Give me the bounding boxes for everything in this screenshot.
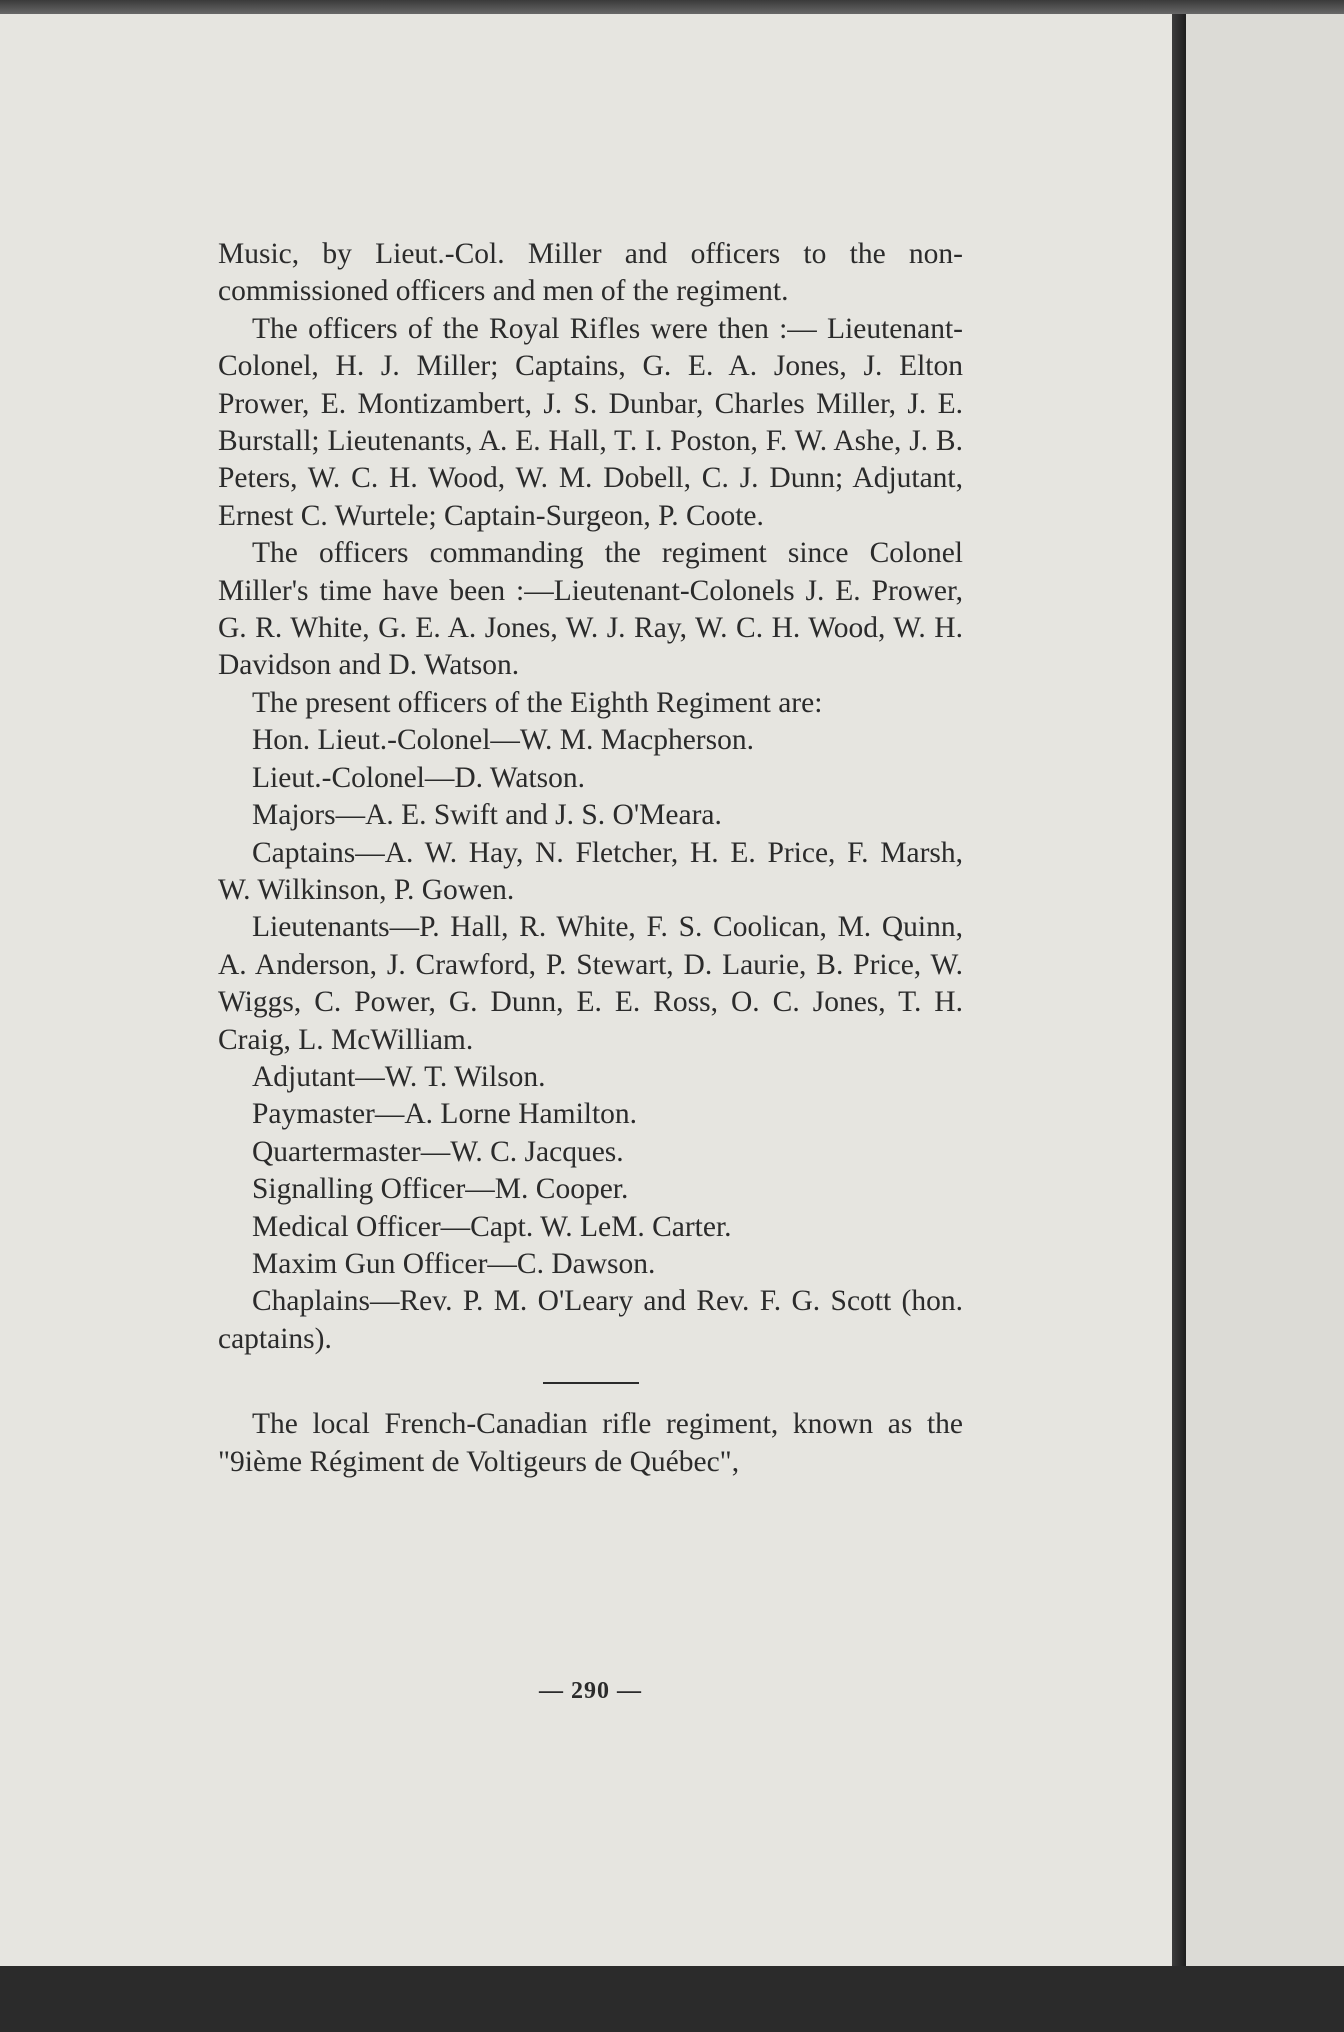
section-divider [543, 1382, 639, 1384]
officer-entry-signalling-officer: Signalling Officer—M. Cooper. [252, 1173, 629, 1206]
officer-entry-lieut-colonel: Lieut.-Colonel—D. Watson. [252, 761, 586, 794]
officer-entry-quartermaster: Quartermaster—W. C. Jacques. [252, 1135, 624, 1168]
paragraph-commanding-officers: The officers commanding the regiment since Colonel Miller's time have been :—Lieutenant-Colonels J. E. Prower, G. R. White, G. E. A. Jones, W. J. Ray, W. C. H. Wood, W. H. Davidson and D. Watson. [218, 537, 963, 682]
officer-entry-maxim-gun-officer: Maxim Gun Officer—C. Dawson. [252, 1247, 656, 1280]
officer-entry-majors: Majors—A. E. Swift and J. S. O'Meara. [252, 799, 722, 832]
scan-bottom-edge [0, 1966, 1344, 2032]
page-number: — 290 — [539, 1678, 642, 1704]
officer-list [218, 722, 963, 1358]
officer-entry-medical-officer: Medical Officer—Capt. W. LeM. Carter. [252, 1210, 732, 1243]
page-body [218, 236, 963, 1481]
paragraph-royal-rifles-officers: The officers of the Royal Rifles were then :— Lieutenant-Colonel, H. J. Miller; Captains, G. E. A. Jones, J. Elton Prower, E. Montizambert, J. S. Dunbar, Charles Miller, J. E. Burstall; Lieutenants, A. E. Hall, T. I. Poston, F. W. Ashe, J. B. Peters, W. C. H. Wood, W. M. Dobell, C. J. Dunn; Adjutant, Ernest C. Wurtele; Captain-Surgeon, P. Coote. [218, 312, 963, 532]
officer-entry-chaplains: Chaplains—Rev. P. M. O'Leary and Rev. F. G. Scott (hon. captains). [218, 1285, 963, 1355]
officer-entry-lieutenants: Lieutenants—P. Hall, R. White, F. S. Coolican, M. Quinn, A. Anderson, J. Crawford, P. Stewart, D. Laurie, B. Price, W. Wiggs, C. Power, G. Dunn, E. E. Ross, O. C. Jones, T. H. Craig, L. McWilliam. [218, 911, 963, 1056]
paragraph-music: Music, by Lieut.-Col. Miller and officers to the non-commissioned officers and men of the regiment. [218, 238, 963, 308]
officer-entry-captains: Captains—A. W. Hay, N. Fletcher, H. E. Price, F. Marsh, W. Wilkinson, P. Gowen. [218, 836, 963, 906]
paragraph-present-officers-intro: The present officers of the Eighth Regiment are: [252, 686, 823, 719]
officer-entry-hon-lieut-colonel: Hon. Lieut.-Colonel—W. M. Macpherson. [252, 724, 754, 757]
facing-page-edge [1186, 14, 1344, 1966]
officer-entry-adjutant: Adjutant—W. T. Wilson. [252, 1060, 546, 1093]
book-spine [1172, 14, 1186, 1966]
officer-entry-paymaster: Paymaster—A. Lorne Hamilton. [252, 1098, 638, 1131]
paragraph-voltigeurs: The local French-Canadian rifle regiment, known as the "9ième Régiment de Voltigeurs de Québec", [218, 1408, 963, 1478]
